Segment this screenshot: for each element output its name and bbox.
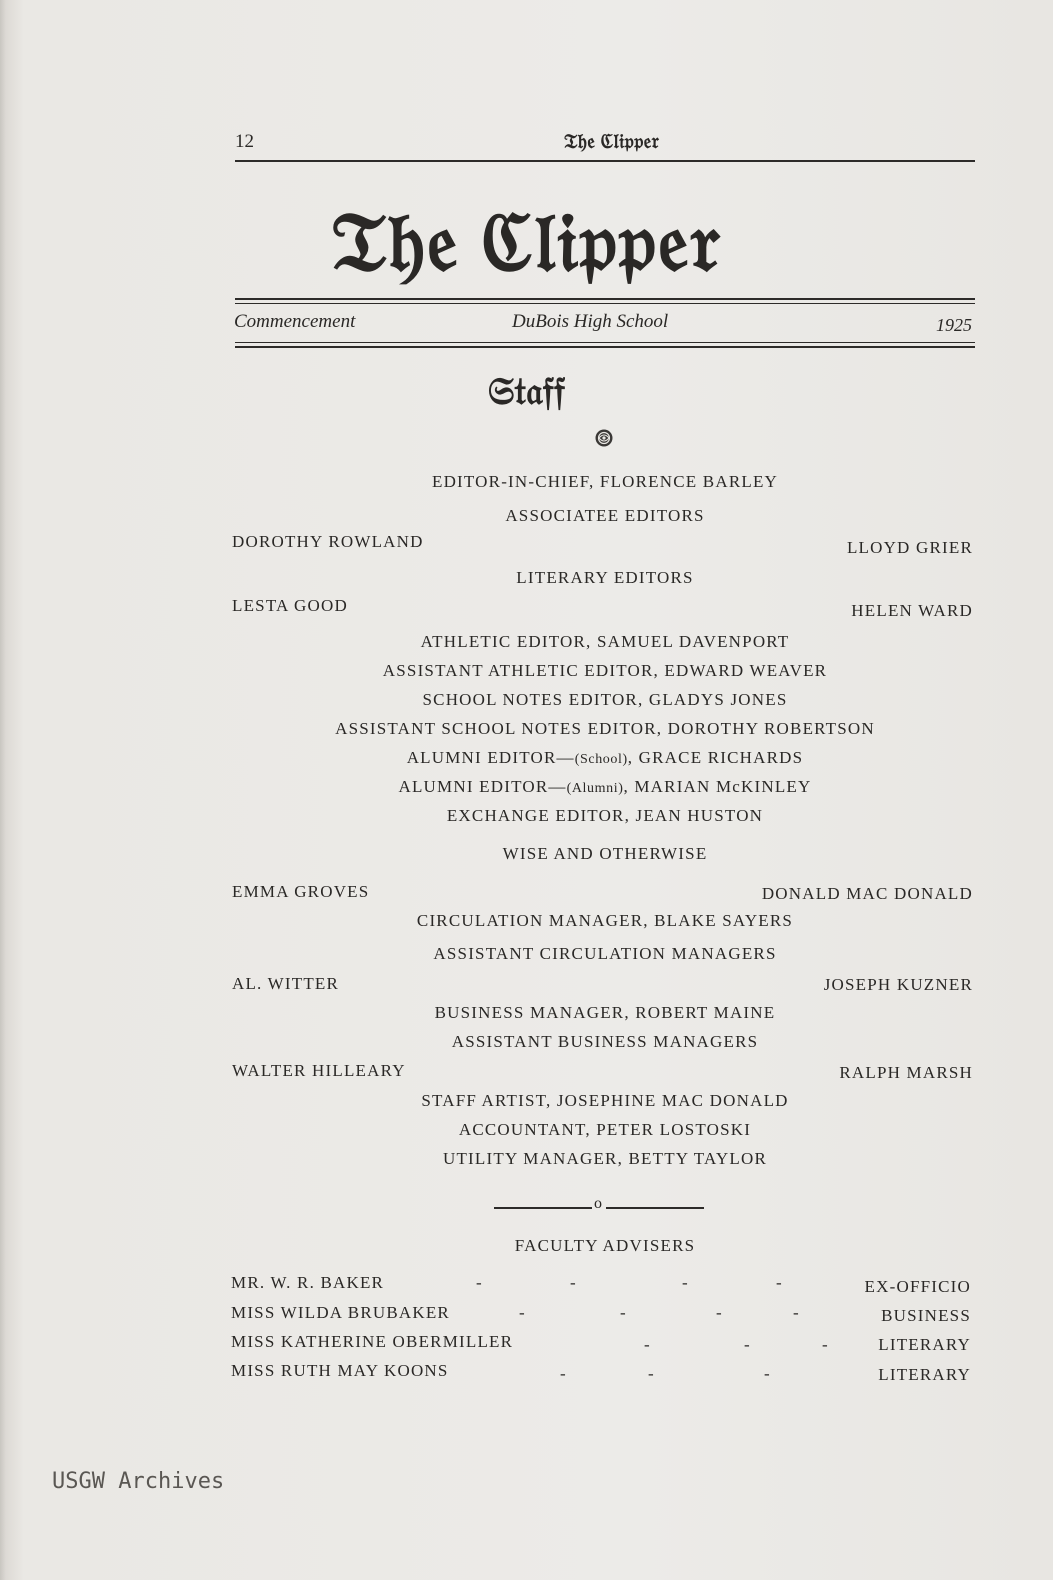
circulation-manager: CIRCULATION MANAGER, BLAKE SAYERS [416, 911, 794, 930]
header-rule [235, 160, 975, 162]
associate-editors-heading: ASSOCIATEE EDITORS [505, 506, 705, 525]
divider-line-right [606, 1207, 704, 1209]
alumni-editor-school-qualifier: (School) [574, 752, 628, 767]
leader-dash: - [620, 1303, 626, 1322]
masthead-school: DuBois High School [512, 311, 669, 332]
leader-dash: - [764, 1364, 770, 1383]
rosette-ornament-icon [594, 428, 614, 448]
literary-editor-left: LESTA GOOD [232, 596, 348, 615]
leader-dash: - [648, 1364, 654, 1383]
leader-dash: - [776, 1273, 782, 1292]
leader-dash: - [822, 1335, 828, 1354]
alumni-editor-school-title: ALUMNI EDITOR— [406, 748, 575, 767]
athletic-editor: ATHLETIC EDITOR, SAMUEL DAVENPORT [420, 632, 790, 651]
literary-editor-right: HELEN WARD [851, 601, 973, 620]
leader-dash: - [644, 1335, 650, 1354]
adviser-role: EX-OFFICIO [864, 1277, 971, 1296]
masthead-rule-bottom-2 [235, 346, 975, 348]
exchange-editor: EXCHANGE EDITOR, JEAN HUSTON [446, 806, 764, 825]
editor-in-chief: EDITOR-IN-CHIEF, FLORENCE BARLEY [431, 472, 779, 491]
masthead-rule-top-2 [235, 303, 975, 304]
leader-dash: - [476, 1273, 482, 1292]
running-title: 𝔗𝔥𝔢 ℭ𝔩𝔦𝔭𝔭𝔢𝔯 [564, 131, 660, 153]
adviser-role: LITERARY [878, 1365, 971, 1384]
leader-dash: - [560, 1364, 566, 1383]
alumni-editor-school [0, 748, 1053, 768]
divider-line-left [494, 1207, 592, 1209]
utility-manager: UTILITY MANAGER, BETTY TAYLOR [443, 1149, 767, 1168]
circulation-left: AL. WITTER [232, 974, 340, 993]
adviser-name: MISS WILDA BRUBAKER [231, 1303, 450, 1322]
adviser-name: MR. W. R. BAKER [231, 1273, 385, 1292]
assistant-business-heading: ASSISTANT BUSINESS MANAGERS [451, 1032, 759, 1051]
accountant: ACCOUNTANT, PETER LOSTOSKI [458, 1120, 752, 1139]
adviser-role: BUSINESS [881, 1306, 971, 1325]
business-right: RALPH MARSH [839, 1063, 973, 1082]
associate-editor-left: DOROTHY ROWLAND [232, 532, 424, 551]
school-notes-editor: SCHOOL NOTES EDITOR, GLADYS JONES [422, 690, 788, 709]
staff-artist: STAFF ARTIST, JOSEPHINE MAC DONALD [421, 1091, 789, 1110]
business-manager: BUSINESS MANAGER, ROBERT MAINE [434, 1003, 776, 1022]
assistant-circulation-heading: ASSISTANT CIRCULATION MANAGERS [433, 944, 777, 963]
masthead-year: 1925 [936, 315, 972, 335]
alumni-editor-school-person: , GRACE RICHARDS [627, 748, 804, 767]
wise-and-otherwise-heading: WISE AND OTHERWISE [502, 844, 708, 863]
masthead-rule-bottom-1 [235, 342, 975, 343]
adviser-role: LITERARY [878, 1335, 971, 1354]
masthead-commencement: Commencement [234, 311, 356, 332]
leader-dash: - [519, 1303, 525, 1322]
adviser-name: MISS RUTH MAY KOONS [231, 1361, 449, 1380]
alumni-editor-alumni-person: , MARIAN McKINLEY [623, 777, 812, 796]
leader-dash: - [744, 1335, 750, 1354]
page-number: 12 [235, 131, 254, 152]
faculty-advisers-heading: FACULTY ADVISERS [514, 1236, 696, 1255]
masthead-title: 𝔗𝔥𝔢 ℭ𝔩𝔦𝔭𝔭𝔢𝔯 [331, 197, 722, 288]
divider-mark: o [594, 1195, 602, 1212]
wise-right: DONALD MAC DONALD [761, 884, 973, 903]
alumni-editor-alumni-title: ALUMNI EDITOR— [398, 777, 567, 796]
assistant-athletic-editor: ASSISTANT ATHLETIC EDITOR, EDWARD WEAVER [382, 661, 828, 680]
adviser-name: MISS KATHERINE OBERMILLER [231, 1332, 514, 1351]
archive-watermark: USGW Archives [52, 1469, 225, 1494]
wise-left: EMMA GROVES [232, 882, 370, 901]
assistant-school-notes-editor: ASSISTANT SCHOOL NOTES EDITOR, DOROTHY ROBERTSON [335, 719, 875, 738]
alumni-editor-alumni-qualifier: (Alumni) [566, 781, 624, 796]
associate-editor-right: LLOYD GRIER [846, 538, 973, 557]
leader-dash: - [682, 1273, 688, 1292]
leader-dash: - [793, 1303, 799, 1322]
leader-dash: - [716, 1303, 722, 1322]
business-left: WALTER HILLEARY [232, 1061, 406, 1080]
leader-dash: - [570, 1273, 576, 1292]
literary-editors-heading: LITERARY EDITORS [516, 568, 694, 587]
masthead-rule-top-1 [235, 298, 975, 300]
circulation-right: JOSEPH KUZNER [823, 975, 973, 994]
staff-heading: 𝔖𝔱𝔞𝔣𝔣 [487, 371, 566, 413]
alumni-editor-alumni [0, 777, 1053, 797]
